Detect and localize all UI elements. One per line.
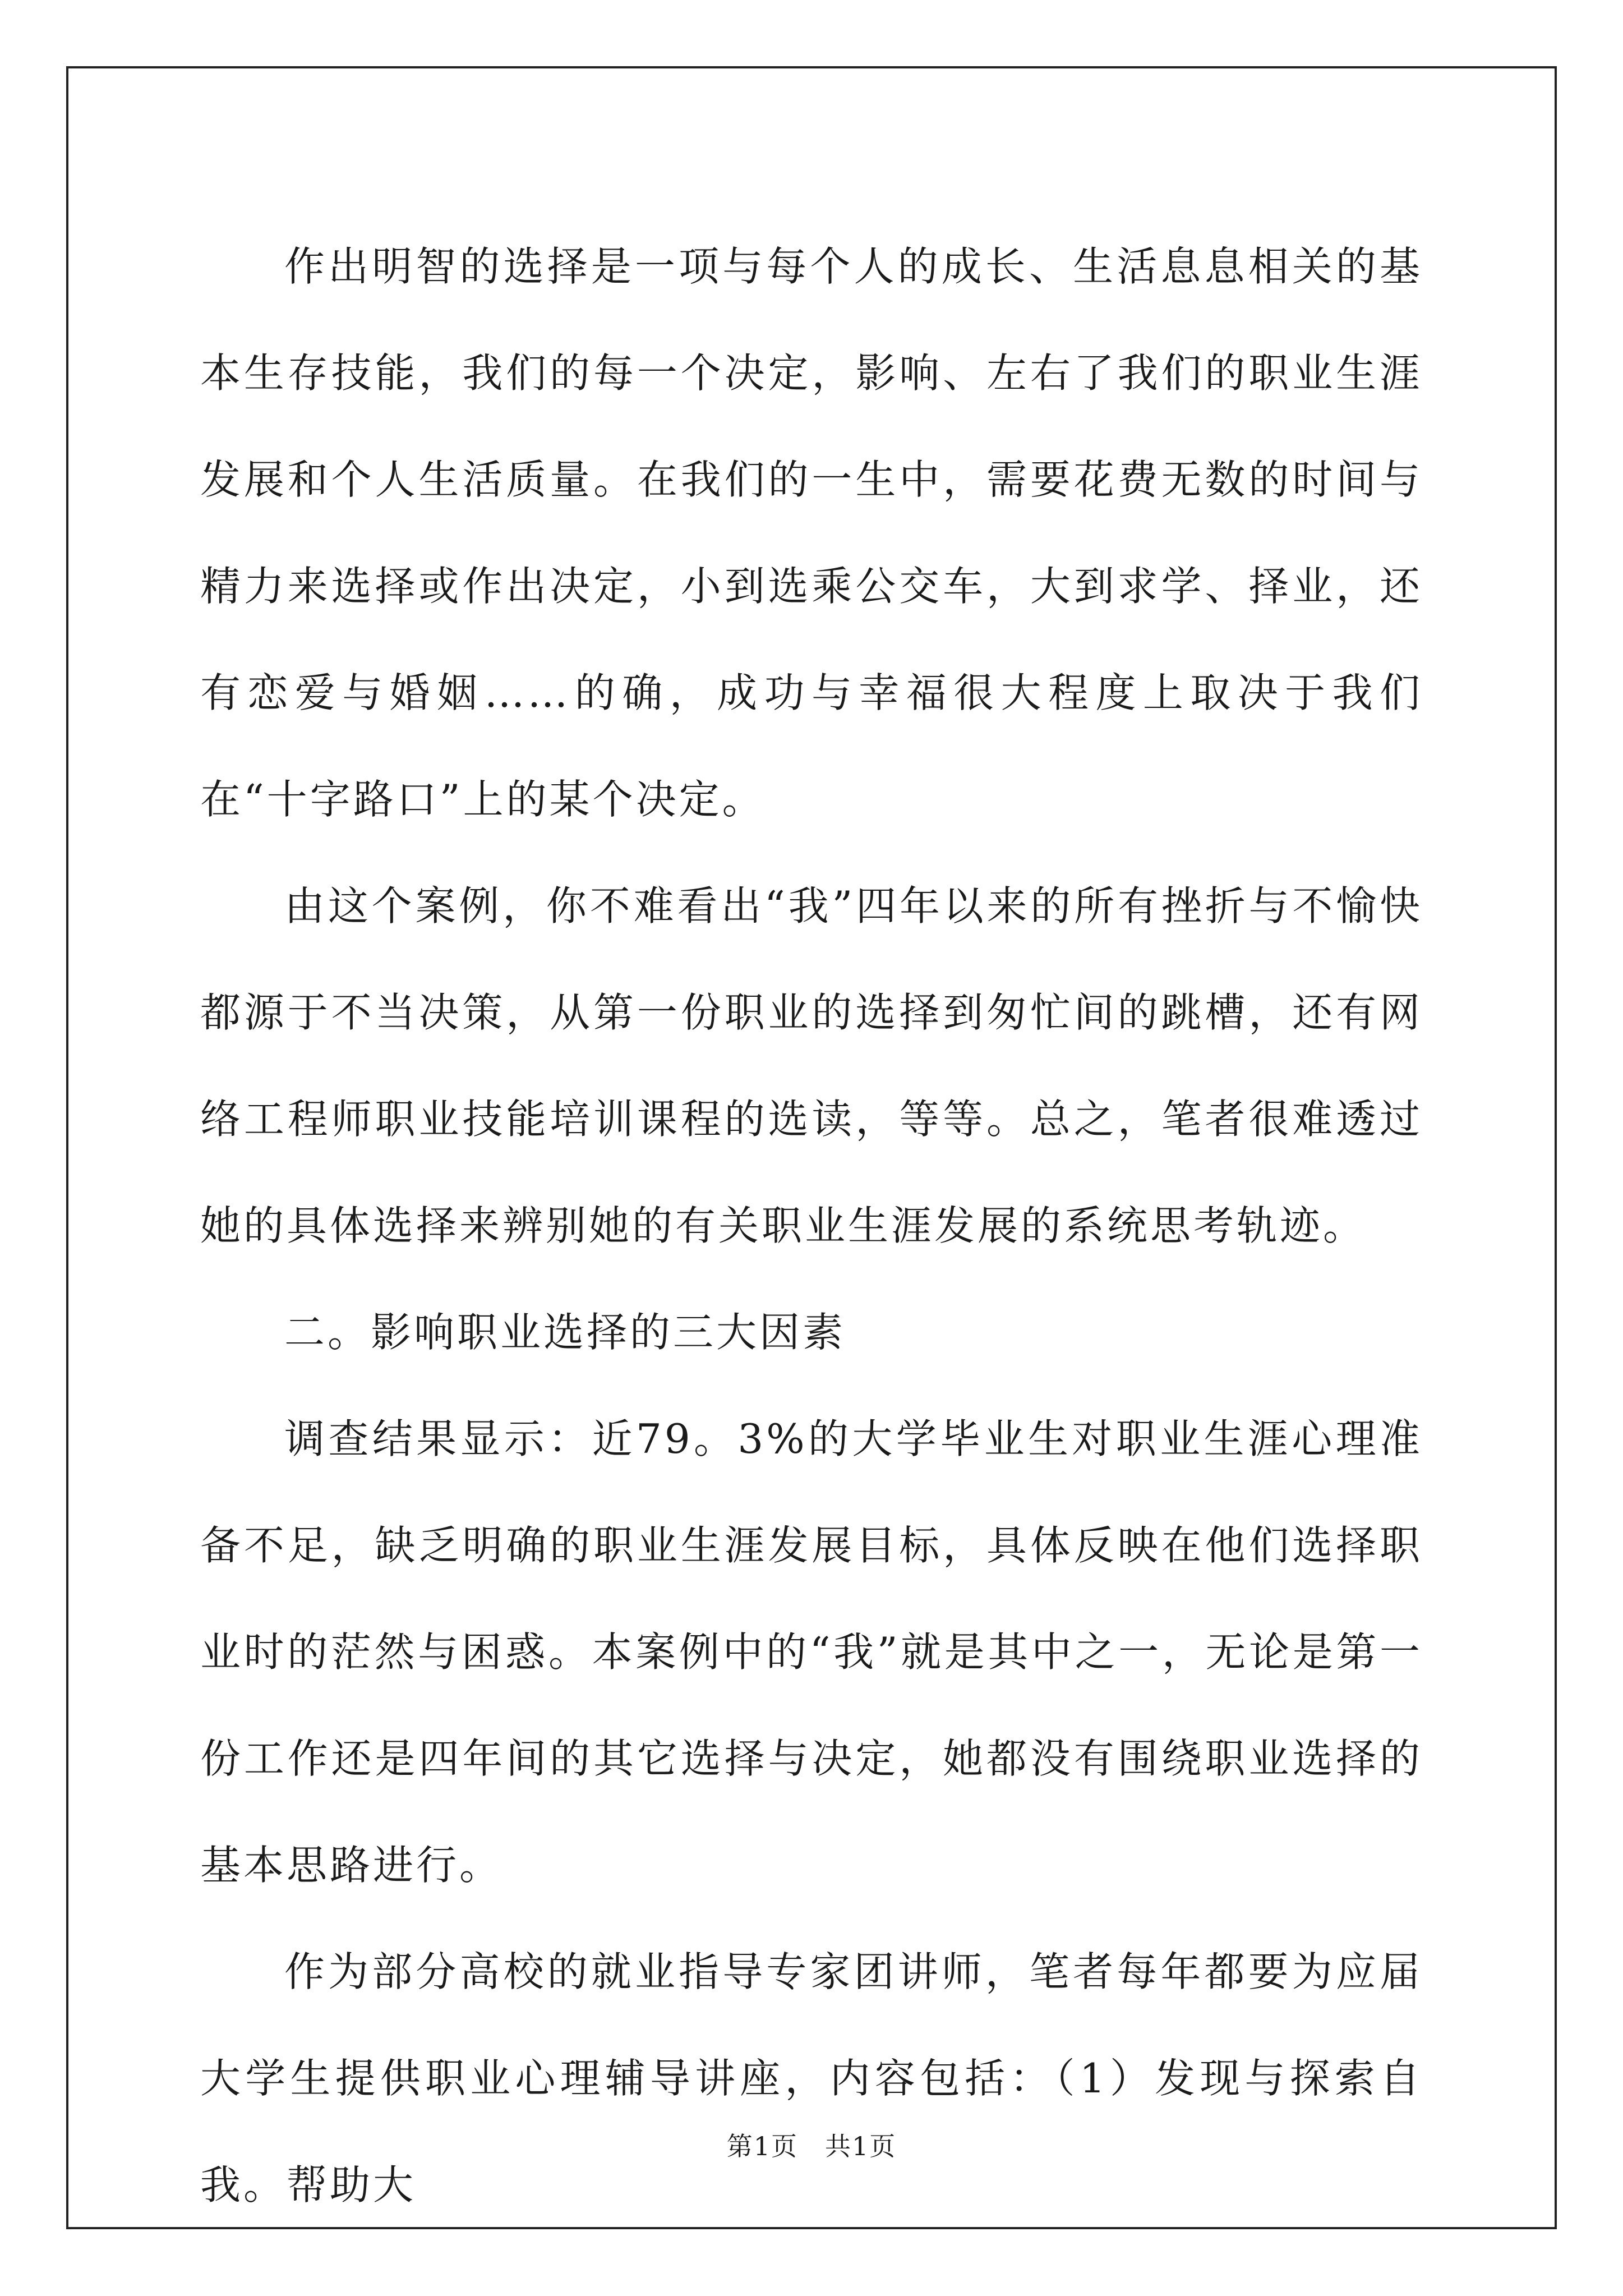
paragraph-4: 作为部分高校的就业指导专家团讲师，笔者每年都要为应届大学生提供职业心理辅导讲座，内容包括：（1）发现与探索自我。帮助大 bbox=[200, 1948, 1423, 2208]
paragraph-3: 调查结果显示：近79。3%的大学毕业生对职业生涯心理准备不足，缺乏明确的职业生涯发展目标，具体反映在他们选择职业时的茫然与困惑。本案例中的“我”就是其中之一，无论是第一份工作还是四年间的其它选择与决定，她都没有围绕职业选择的基本思路进行。 bbox=[200, 1415, 1423, 1889]
paragraph-1: 作出明智的选择是一项与每个人的成长、生活息息相关的基本生存技能，我们的每一个决定，影响、左右了我们的职业生涯发展和个人生活质量。在我们的一生中，需要花费无数的时间与精力来选择或作出决定，小到选乘公交车，大到求学、择业，还有恋爱与婚姻……的确，成功与幸福很大程度上取决于我们在“十字路口”上的某个决定。 bbox=[200, 243, 1423, 823]
paragraph-2: 由这个案例，你不难看出“我”四年以来的所有挫折与不愉快都源于不当决策，从第一份职业的选择到匆忙间的跳槽，还有网络工程师职业技能培训课程的选读，等等。总之，笔者很难透过她的具体选择来辨别她的有关职业生涯发展的系统思考轨迹。 bbox=[200, 882, 1423, 1249]
document-body bbox=[200, 213, 1423, 2238]
section-heading: 二。影响职业选择的三大因素 bbox=[284, 1309, 846, 1356]
page-footer: 第1页 共1页 bbox=[726, 2131, 897, 2161]
